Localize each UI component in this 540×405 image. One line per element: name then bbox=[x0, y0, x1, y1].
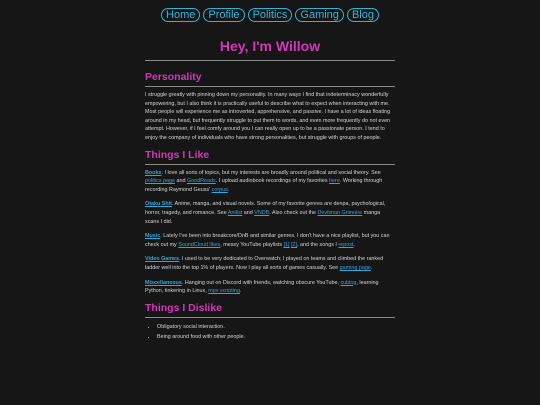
nav-gaming[interactable]: Gaming bbox=[295, 8, 344, 22]
corpus-link[interactable]: corpus bbox=[211, 186, 228, 193]
title-divider bbox=[145, 60, 395, 61]
otaku-link[interactable]: Otaku Shit bbox=[145, 201, 172, 208]
cubing-link[interactable]: cubing bbox=[340, 279, 357, 286]
personality-text: I struggle greatly with pinning down my personality. In many ways I find that indeterminacy wonderfully empowering, but I also think it is practically useful to describe what to expect when interacting with me. Most people will experience me as introverted, apprehensive, and passive. I have a lot of ideas floating around in my head, but frequently struggle to put them to words, and even more frequently do not even attempt. However, if I feel comfy around you I can really open up to be a passionate person. I tend to enjoy the company of individuals who have strong personalities, but struggle with groups of people. bbox=[145, 92, 391, 141]
section-heading-likes: Things I Like bbox=[145, 148, 210, 161]
audiobooks-link[interactable]: here bbox=[329, 178, 340, 185]
divider bbox=[145, 86, 395, 87]
music-link[interactable]: Music bbox=[145, 233, 161, 240]
misc-link[interactable]: Miscellaneous bbox=[145, 279, 182, 286]
books-link[interactable]: Books bbox=[145, 169, 162, 176]
likes-games: Video Games. I used to be very dedicated to Overwatch; I played on teams and climbed the ranked ladder well into the top 1% of players. Now I play all sorts of games casually. See gaming page. bbox=[145, 256, 384, 271]
nav-blog[interactable]: Blog bbox=[347, 8, 379, 22]
mpv-scripting-link[interactable]: mpv scripting bbox=[208, 288, 240, 295]
top-nav bbox=[0, 0, 540, 30]
likes-music: Music. Lately I've been into breakcore/DnB and similar genres. I don't have a nice playlist, but you can check out my SoundCloud likes, messy YouTube playlists [1] [2], and the songs I repost. bbox=[145, 233, 390, 248]
nav-home[interactable]: Home bbox=[161, 8, 200, 22]
gaming-page-link[interactable]: gaming page bbox=[339, 264, 371, 271]
games-link[interactable]: Video Games bbox=[145, 256, 180, 263]
section-heading-personality: Personality bbox=[145, 71, 202, 83]
nav-politics[interactable]: Politics bbox=[248, 8, 293, 22]
soundcloud-link[interactable]: SoundCloud likes bbox=[178, 241, 221, 248]
politics-page-link[interactable]: politics page bbox=[145, 178, 175, 185]
anilist-link[interactable]: Anilist bbox=[227, 209, 243, 216]
list-item: • Obligatory social interaction. bbox=[157, 322, 395, 332]
devilman-link[interactable]: Devilman Grimoire bbox=[317, 209, 363, 216]
repost-link[interactable]: repost bbox=[338, 241, 354, 248]
likes-books: Books. I love all sorts of topics, but my interests are broadly around political and social theory. See politics page and GoodReads. I upload audiobook recordings of my favorites here. Working through recording Raymond Geuss' corpus. bbox=[145, 169, 383, 193]
section-heading-dislikes: Things I Dislike bbox=[145, 301, 223, 314]
playlist-1-link[interactable]: [1] bbox=[283, 241, 290, 248]
list-item: • Being around food with other people. bbox=[157, 332, 395, 342]
dislikes-list bbox=[145, 322, 395, 342]
page-title: Hey, I'm Willow bbox=[219, 38, 321, 54]
divider bbox=[145, 317, 395, 318]
divider bbox=[145, 164, 395, 165]
playlist-2-link[interactable]: [2] bbox=[291, 241, 298, 248]
goodreads-link[interactable]: GoodReads bbox=[186, 178, 216, 185]
likes-otaku: Otaku Shit. Anime, manga, and visual novels. Some of my favorite genres are denpa, psychological, horror, tragedy, and romance. See Anilist and VNDB. Also check out the Devilman Grimoire manga scans I did. bbox=[145, 201, 386, 225]
likes-misc: Miscellaneous. Hanging out on Discord with friends, watching obscure YouTube, cubing, learning Python, tinkering in Linux, mpv scripting. bbox=[145, 279, 379, 295]
nav-profile[interactable]: Profile bbox=[203, 8, 244, 22]
content bbox=[145, 38, 395, 342]
vndb-link[interactable]: VNDB bbox=[254, 209, 270, 216]
